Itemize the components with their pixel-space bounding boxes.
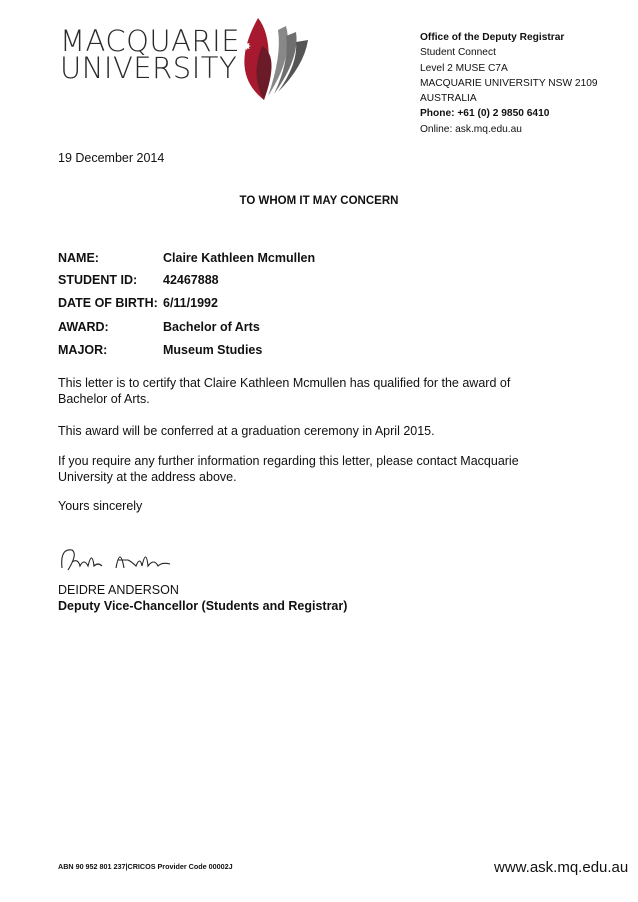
office-address-block (420, 30, 598, 137)
signatory-title: Deputy Vice-Chancellor (Students and Registrar) (58, 599, 348, 613)
dob-label: DATE OF BIRTH: (58, 296, 158, 310)
certification-paragraph: This letter is to certify that Claire Kathleen Mcmullen has qualified for the award of Bachelor of Arts. (58, 376, 511, 406)
conferral-paragraph: This award will be conferred at a graduation ceremony in April 2015. (58, 424, 435, 438)
closing: Yours sincerely (58, 499, 143, 513)
svg-text:✸: ✸ (242, 40, 252, 53)
student-id-value: 42467888 (163, 273, 219, 287)
signature-image (58, 540, 178, 580)
dob-value: 6/11/1992 (163, 296, 218, 310)
university-logo-icon (228, 16, 318, 102)
major-label: MAJOR: (58, 343, 108, 357)
office-line: MACQUARIE UNIVERSITY NSW 2109 (420, 77, 598, 89)
footer-abn: ABN 90 952 801 237|CRICOS Provider Code 00002J (58, 862, 233, 871)
award-value: Bachelor of Arts (163, 320, 260, 334)
logo-line-1: MACQUARIE (60, 24, 241, 58)
office-title: Office of the Deputy Registrar (420, 32, 565, 43)
letter-date: 19 December 2014 (58, 151, 165, 165)
signatory-name: DEIDRE ANDERSON (58, 583, 179, 597)
award-label: AWARD: (58, 320, 109, 334)
office-online: Online: ask.mq.edu.au (420, 123, 522, 135)
office-phone: Phone: +61 (0) 2 9850 6410 (420, 108, 550, 120)
office-line: Student Connect (420, 47, 496, 59)
footer-url[interactable]: www.ask.mq.edu.au (494, 859, 629, 876)
major-value: Museum Studies (163, 343, 263, 357)
contact-paragraph: If you require any further information regarding this letter, please contact Macquarie University at the address above. (58, 454, 519, 484)
office-line: Level 2 MUSE C7A (420, 62, 508, 74)
name-label: NAME: (58, 251, 99, 265)
name-value: Claire Kathleen Mcmullen (163, 251, 316, 265)
logo-line-2: UNIVERSITY (60, 51, 238, 85)
university-logo-text (60, 24, 241, 85)
student-id-label: STUDENT ID: (58, 273, 138, 287)
office-line: AUSTRALIA (420, 93, 477, 105)
letter-heading: TO WHOM IT MAY CONCERN (239, 195, 399, 207)
